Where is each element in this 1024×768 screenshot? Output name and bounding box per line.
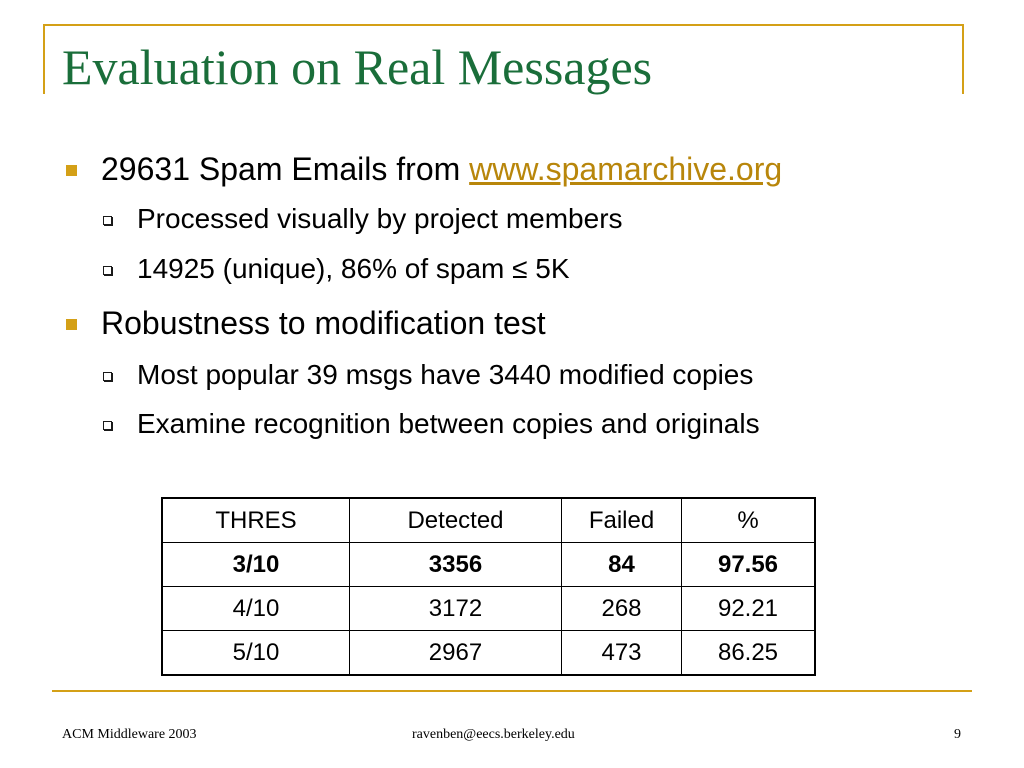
table-cell: 268 <box>562 587 682 631</box>
table-cell: 2967 <box>350 631 562 676</box>
table-cell: 3356 <box>350 543 562 587</box>
header-cell-failed: Failed <box>562 498 682 543</box>
header-cell-thres: THRES <box>162 498 350 543</box>
square-bullet-icon <box>66 319 77 330</box>
hollow-square-bullet-icon <box>103 216 112 225</box>
table-cell: 4/10 <box>162 587 350 631</box>
sub-bullet-text: 14925 (unique), 86% of spam ≤ 5K <box>137 253 570 284</box>
sub-bullet-text: Most popular 39 msgs have 3440 modified copies <box>137 359 754 390</box>
bullet-prefix: 29631 Spam Emails from <box>101 151 470 187</box>
table-row <box>162 587 815 631</box>
table-cell: 86.25 <box>682 631 816 676</box>
table-cell: 3/10 <box>162 543 350 587</box>
sub-bullet-text: Examine recognition between copies and originals <box>137 408 760 439</box>
frame-right-rule <box>962 24 964 94</box>
spamarchive-link[interactable]: www.spamarchive.org <box>469 151 783 187</box>
square-bullet-icon <box>66 165 77 176</box>
table-cell: 5/10 <box>162 631 350 676</box>
hollow-square-bullet-icon <box>103 372 112 381</box>
table-cell: 3172 <box>350 587 562 631</box>
page-number: 9 <box>954 727 961 742</box>
table-cell: 473 <box>562 631 682 676</box>
table-cell: 92.21 <box>682 587 816 631</box>
bullet-text: Robustness to modification test <box>101 305 546 341</box>
footer-email: ravenben@eecs.berkeley.edu <box>412 727 575 742</box>
slide-title: Evaluation on Real Messages <box>62 39 653 95</box>
table-cell: 97.56 <box>682 543 816 587</box>
table-header-row <box>162 498 815 543</box>
footer-conference: ACM Middleware 2003 <box>62 727 197 742</box>
table-row <box>162 631 815 676</box>
frame-top-rule <box>43 24 963 26</box>
frame-left-rule <box>43 24 45 94</box>
table-cell: 84 <box>562 543 682 587</box>
sub-bullet-text: Processed visually by project members <box>137 203 623 234</box>
bullet-text <box>101 153 782 185</box>
hollow-square-bullet-icon <box>103 421 112 430</box>
table-row <box>162 543 815 587</box>
hollow-square-bullet-icon <box>103 266 112 275</box>
results-table <box>161 497 816 676</box>
header-cell-detected: Detected <box>350 498 562 543</box>
footer-rule <box>52 690 972 692</box>
header-cell-percent: % <box>682 498 816 543</box>
